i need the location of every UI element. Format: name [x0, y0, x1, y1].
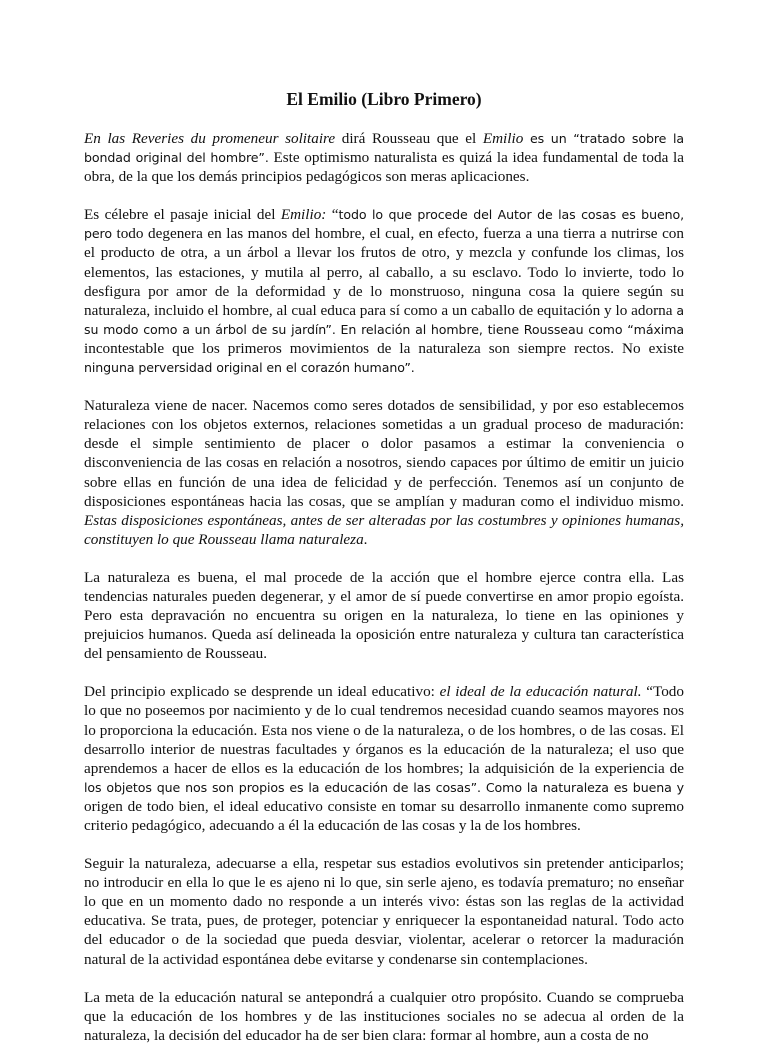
- paragraph-7: [84, 988, 684, 1045]
- text-segment: Seguir la naturaleza, adecuarse a ella, respetar sus estadios evolutivos sin pretender anticiparlos; no introducir en ella lo que le es ajeno ni lo que, sin serle ajeno, es todavía prematuro; no enseñar lo que en un momento dado no responde a un interés vivo: éstas son las reglas de la actividad educativa. Se trata, pues, de proteger, potenciar y enriquecer la espontaneidad natural. Todo acto del educador o de la sociedad que pueda desviar, violentar, acelerar o retorcer la maduración natural de la actividad espontánea debe evitarse y condenarse sin contemplaciones.: [84, 855, 684, 968]
- text-segment: es un “tratado sobre la bondad original del hombre”.: [84, 131, 684, 166]
- text-segment: ninguna perversidad original en el corazón humano”.: [84, 360, 415, 376]
- text-segment: Es célebre el pasaje inicial del: [84, 206, 281, 224]
- text-segment: .: [363, 530, 368, 548]
- document-title: El Emilio (Libro Primero): [286, 89, 482, 109]
- text-segment: Estas disposiciones espontáneas, antes de ser alteradas por las costumbres y opiniones humanas, constituyen lo que Rousseau llama naturaleza: [84, 511, 684, 548]
- document-body: [84, 129, 684, 1045]
- text-segment: todo lo que procede del Autor de las cosas es bueno, pero: [84, 207, 684, 242]
- text-segment: el ideal de la educación natural.: [439, 683, 642, 701]
- text-segment: Emilio: [482, 130, 524, 147]
- text-segment: La meta de la educación natural se antepondrá a cualquier otro propósito. Cuando se comprueba que la educación de los hombres y de las instituciones sociales no se adecua al orden de la naturaleza, la decisión del educador ha de ser bien clara: formar al hombre, aun a costa de no: [84, 988, 684, 1044]
- text-segment: Del principio explicado se desprende un ideal educativo:: [84, 683, 440, 701]
- paragraph-6: [84, 854, 684, 969]
- text-segment: a su modo como a un árbol de su jardín”. En relación al hombre, tiene Rousseau como “máxima: [84, 302, 684, 337]
- text-segment: origen de todo bien, el ideal educativo consiste en tomar su desarrollo inmanente como supremo criterio pedagógico, adecuando a él la educación de las cosas y la de los hombres.: [84, 797, 684, 834]
- text-segment: Este optimismo naturalista es quizá la idea fundamental de toda la obra, de la que los demás principios pedagógicos son meras aplicaciones.: [84, 149, 684, 186]
- text-segment: incontestable que los primeros movimientos de la naturaleza son siempre rectos. No existe: [84, 339, 684, 357]
- paragraph-5: [84, 682, 684, 835]
- text-segment: En las Reveries du promeneur solitaire: [84, 130, 336, 147]
- text-segment: Naturaleza viene de nacer. Nacemos como seres dotados de sensibilidad, y por eso establecemos relaciones con los objetos externos, relaciones sometidas a un gradual proceso de maduración: desde el simple sentimiento de placer o dolor pasamos a estimar la conveniencia o disconveniencia de las cosas en relación a nosotros, siendo capaces por último de emitir un juicio sobre ellas en función de una idea de felicidad y de perfección. Tenemos así un conjunto de disposiciones espontáneas hacia las cosas, que se amplían y maduran como el individuo mismo.: [84, 397, 684, 510]
- text-segment: “: [326, 206, 339, 224]
- paragraph-1: [84, 129, 684, 186]
- text-segment: los objetos que nos son propios es la educación de las cosas”. Como la naturaleza es buena y: [84, 779, 684, 795]
- text-segment: Emilio:: [280, 206, 327, 224]
- paragraph-2: [84, 205, 684, 377]
- text-segment: dirá Rousseau que el: [335, 130, 483, 147]
- text-segment: todo degenera en las manos del hombre, el cual, en efecto, fuerza a una tierra a nutrirse con el producto de otra, a un árbol a llevar los frutos de otro, y mezcla y confunde los climas, los elementos, las estaciones, y mutila al perro, al caballo, a su esclavo. Todo lo invierte, todo lo desfigura por amor de la deformidad y de lo monstruoso, ninguna cosa la quiere según su naturaleza, incluido el hombre, al cual educa para sí como a un caballo de equitación y lo adorna: [84, 225, 684, 319]
- text-segment: “Todo lo que no poseemos por nacimiento y de lo cual tendremos necesidad cuando seamos mayores nos lo proporciona la educación. Esta nos viene o de la naturaleza, o de los hombres, o de las cosas. El desarrollo interior de nuestras facultades y órganos es la educación de la naturaleza; el uso que aprendemos a hacer de ellos es la educación de los hombres; la adquisición de la experiencia de: [84, 683, 684, 777]
- paragraph-4: [84, 568, 684, 663]
- text-segment: La naturaleza es buena, el mal procede de la acción que el hombre ejerce contra ella. Las tendencias naturales pueden degenerar, y el amor de sí puede convertirse en amor propio egoísta. Pero esta depravación no encuentra su origen en la naturaleza, lo tiene en las opiniones y prejuicios humanos. Queda así delineada la oposición entre naturaleza y cultura tan característica del pensamiento de Rousseau.: [84, 568, 684, 663]
- paragraph-3: [84, 396, 684, 549]
